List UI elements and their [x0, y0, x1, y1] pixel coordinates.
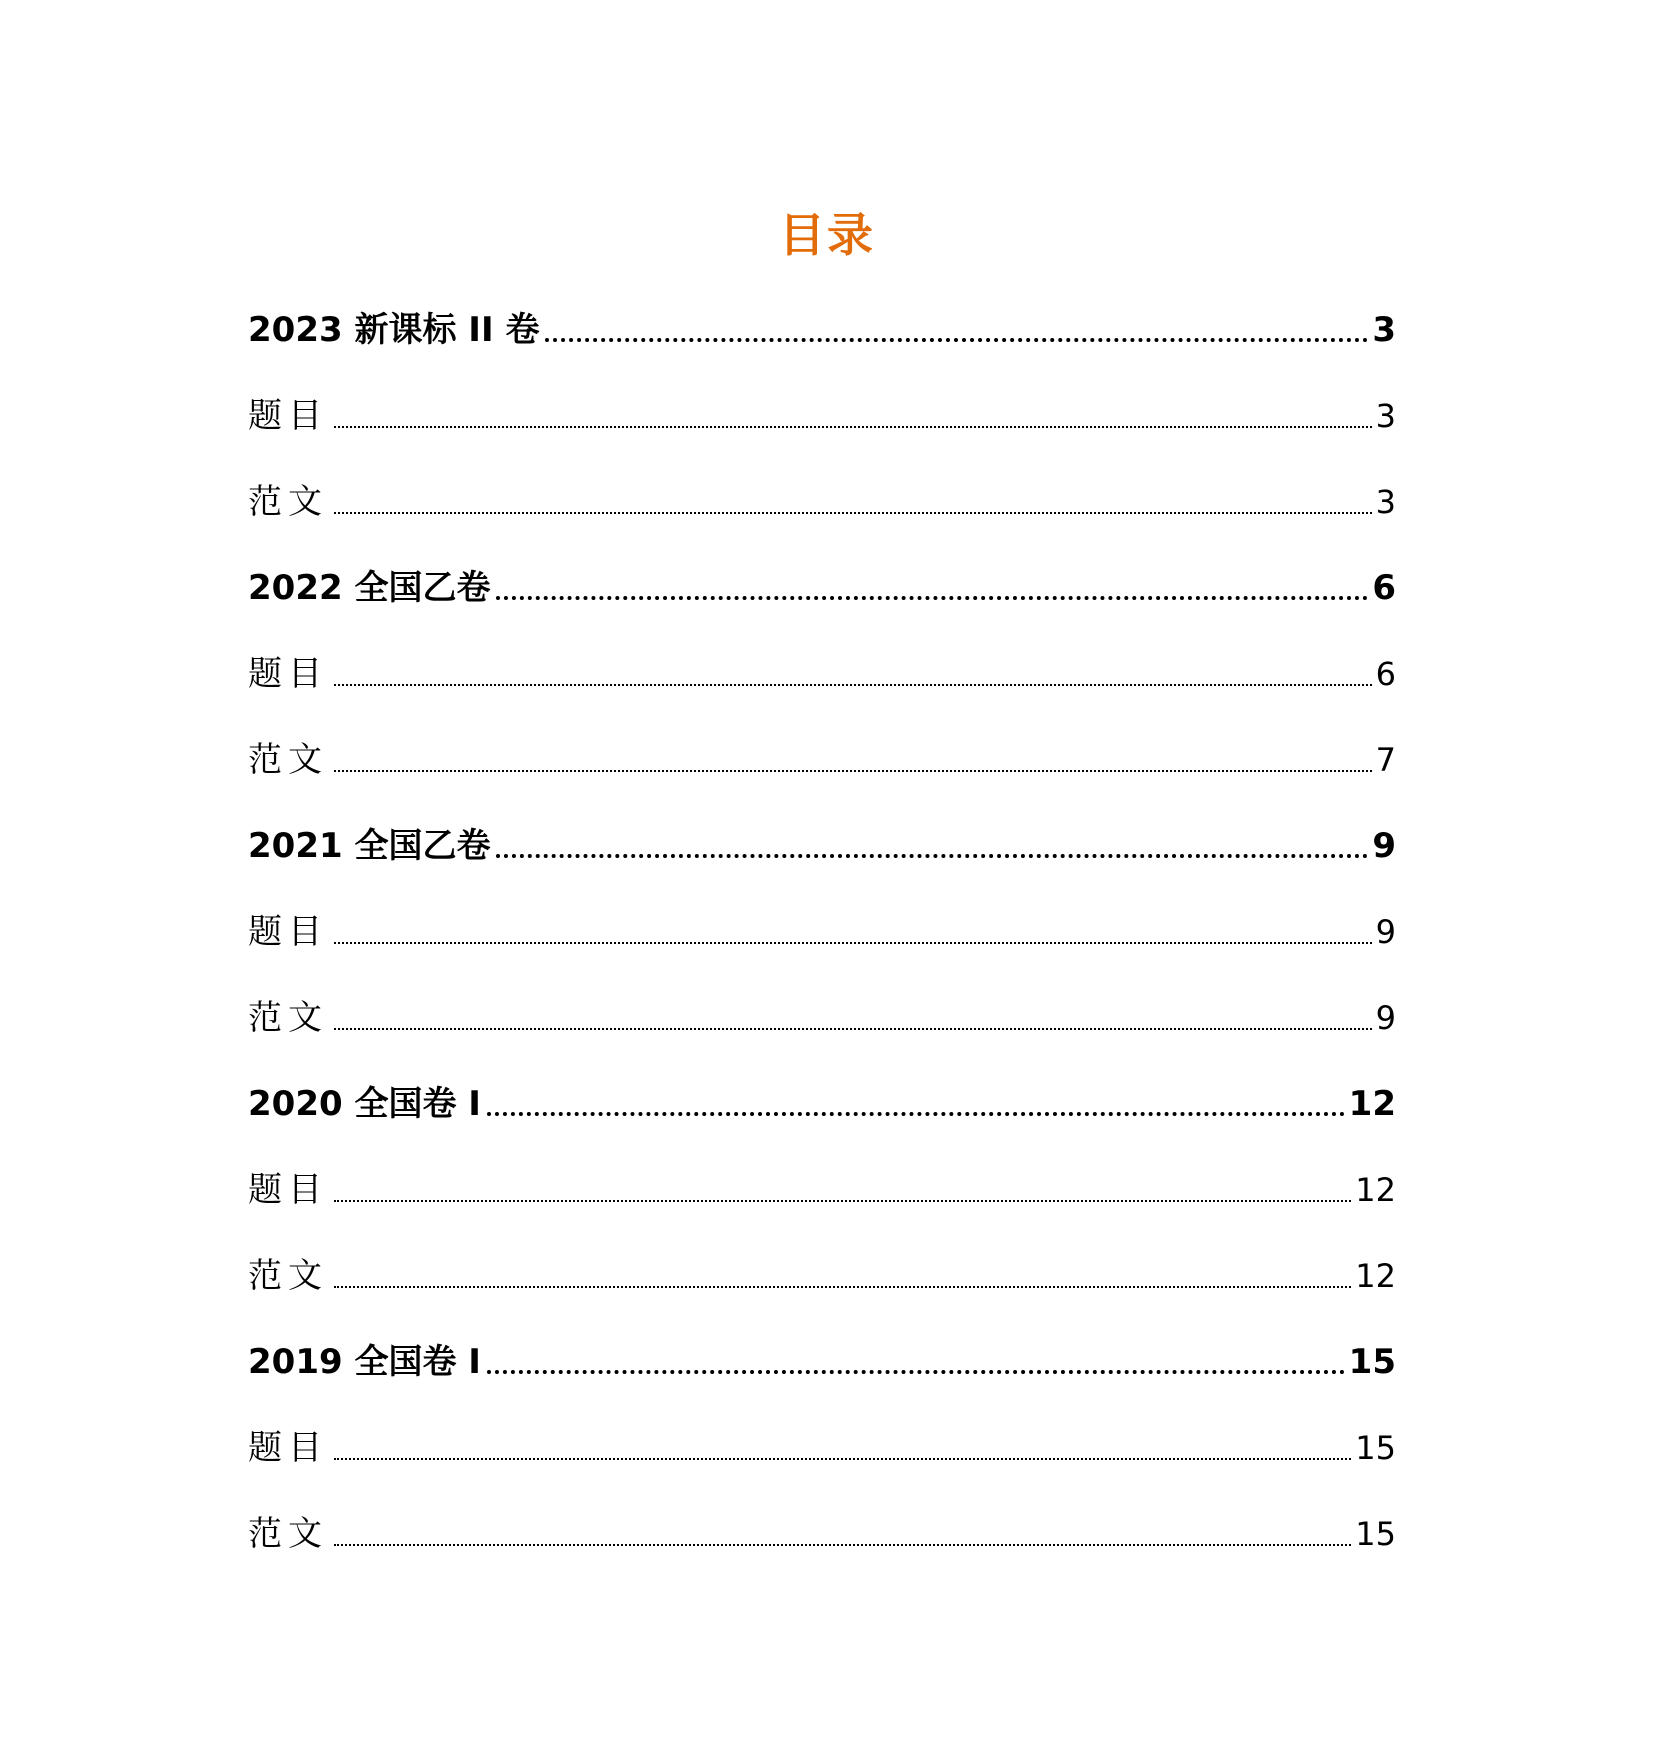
toc-page-number: 3 [1375, 483, 1396, 521]
toc-entry-label: 2019 全国卷 I [248, 1342, 481, 1382]
toc-entry-label: 题目 [248, 654, 328, 694]
toc-subsection-entry[interactable] [248, 1504, 1396, 1558]
toc-page-number: 7 [1375, 741, 1396, 779]
toc-section-entry[interactable] [248, 300, 1396, 354]
toc-entry-label: 2020 全国卷 I [248, 1084, 481, 1124]
toc-entry-label: 2021 全国乙卷 [248, 826, 491, 866]
toc-dot-leader [334, 1544, 1351, 1546]
toc-entry-label: 2022 全国乙卷 [248, 568, 491, 608]
toc-page-number: 15 [1348, 1342, 1396, 1382]
toc-entry-label: 题目 [248, 396, 328, 436]
toc-subsection-entry[interactable] [248, 988, 1396, 1042]
toc-page-number: 9 [1375, 999, 1396, 1037]
toc-page-number: 9 [1375, 913, 1396, 951]
toc-dot-leader [334, 770, 1372, 772]
toc-section-entry[interactable] [248, 1332, 1396, 1386]
toc-dot-leader [334, 942, 1372, 944]
toc-dot-leader [545, 338, 1368, 342]
toc-entry-label: 2023 新课标 II 卷 [248, 310, 540, 350]
toc-page-number: 15 [1355, 1429, 1396, 1467]
toc-dot-leader [334, 1458, 1351, 1460]
toc-page-number: 12 [1348, 1084, 1396, 1124]
toc-page-number: 6 [1375, 655, 1396, 693]
toc-subsection-entry[interactable] [248, 472, 1396, 526]
toc-dot-leader [334, 1286, 1351, 1288]
toc-entry-label: 范文 [248, 740, 328, 780]
toc-page-number: 12 [1355, 1171, 1396, 1209]
toc-page-number: 3 [1372, 310, 1396, 350]
toc-subsection-entry[interactable] [248, 1246, 1396, 1300]
toc-subsection-entry[interactable] [248, 1418, 1396, 1472]
toc-entry-label: 范文 [248, 998, 328, 1038]
toc-dot-leader [487, 1112, 1345, 1116]
toc-dot-leader [496, 854, 1368, 858]
toc-entry-label: 范文 [248, 1256, 328, 1296]
toc-section-entry[interactable] [248, 558, 1396, 612]
toc-title: 目录 [779, 208, 875, 262]
toc-page-number: 9 [1372, 826, 1396, 866]
toc-subsection-entry[interactable] [248, 644, 1396, 698]
toc-dot-leader [334, 1200, 1351, 1202]
toc-dot-leader [487, 1370, 1345, 1374]
toc-section-entry[interactable] [248, 1074, 1396, 1128]
toc-page-number: 6 [1372, 568, 1396, 608]
toc-dot-leader [496, 596, 1368, 600]
toc-subsection-entry[interactable] [248, 1160, 1396, 1214]
toc-entry-label: 题目 [248, 912, 328, 952]
toc-page-number: 3 [1375, 397, 1396, 435]
toc-entry-label: 题目 [248, 1170, 328, 1210]
toc-subsection-entry[interactable] [248, 386, 1396, 440]
toc-subsection-entry[interactable] [248, 730, 1396, 784]
toc-page-number: 15 [1355, 1515, 1396, 1553]
toc-subsection-entry[interactable] [248, 902, 1396, 956]
toc-section-entry[interactable] [248, 816, 1396, 870]
toc-page-number: 12 [1355, 1257, 1396, 1295]
toc-entry-label: 范文 [248, 1514, 328, 1554]
toc-dot-leader [334, 512, 1372, 514]
toc-entry-label: 范文 [248, 482, 328, 522]
toc-entry-label: 题目 [248, 1428, 328, 1468]
toc-dot-leader [334, 1028, 1372, 1030]
toc-dot-leader [334, 426, 1372, 428]
toc-dot-leader [334, 684, 1372, 686]
